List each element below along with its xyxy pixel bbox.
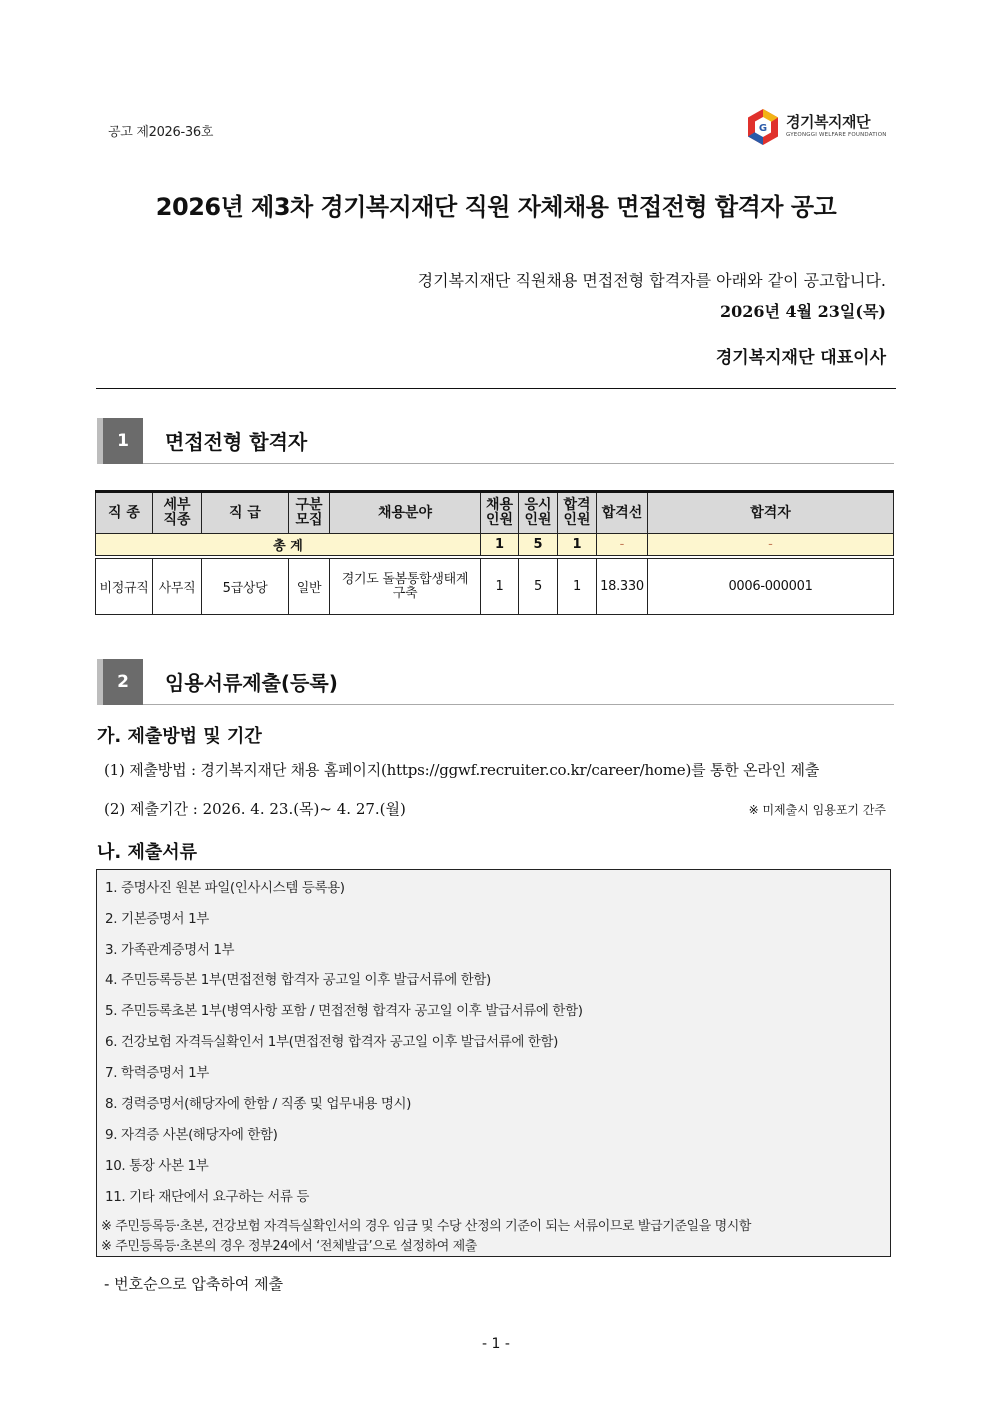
col-header: 합격 인원 (558, 492, 597, 534)
svg-text:G: G (758, 123, 768, 134)
total-label: 총 계 (96, 534, 481, 556)
section-title: 임용서류제출(등록) (165, 671, 338, 695)
col-header: 합격자 (648, 492, 894, 534)
total-hire: 1 (481, 534, 519, 556)
list-item: 2. 기본증명서 1부 (105, 911, 209, 927)
cell-applicants: 5 (519, 559, 558, 615)
foundation-logo-icon (746, 108, 780, 146)
document-note: ※ 주민등록등·초본, 건강보험 자격득실확인서의 경우 임금 및 수당 산정의 기준이 되는 서류이므로 발급기준일을 명시함 (101, 1219, 752, 1234)
total-cutoff: - (597, 534, 648, 556)
logo-name: 경기복지재단 (786, 113, 870, 132)
list-item: 5. 주민등록초본 1부(병역사항 포함 / 면접전형 합격자 공고일 이후 발급서류에 한함) (105, 1003, 583, 1019)
cell-hire: 1 (481, 559, 519, 615)
list-item: 1. 증명사진 원본 파일(인사시스템 등록용) (105, 880, 345, 896)
list-item: 11. 기타 재단에서 요구하는 서류 등 (105, 1189, 310, 1205)
notice-number: 공고 제2026-36호 (108, 125, 214, 140)
section-number: 2 (97, 659, 143, 705)
total-row (96, 534, 894, 556)
forfeit-note: ※ 미제출시 임용포기 간주 (748, 803, 886, 817)
list-item: 4. 주민등록등본 1부(면접전형 합격자 공고일 이후 발급서류에 한함) (105, 972, 491, 988)
cell-grade: 5급상당 (202, 559, 289, 615)
list-item: 8. 경력증명서(해당자에 한함 / 직종 및 업무내용 명시) (105, 1096, 412, 1112)
list-item: 6. 건강보험 자격득실확인서 1부(면접전형 합격자 공고일 이후 발급서류에 한함) (105, 1034, 559, 1050)
submission-method-text: (1) 제출방법 : 경기복지재단 채용 홈페이지(https://ggwf.recruiter.co.kr/career/home)를 통한 온라인 제출 (104, 761, 820, 779)
total-applicants: 5 (519, 534, 558, 556)
document-note: ※ 주민등록등·초본의 경우 정부24에서 ‘전체발급’으로 설정하여 제출 (101, 1239, 477, 1254)
col-header: 채용분야 (330, 492, 481, 534)
list-item: 9. 자격증 사본(해당자에 한함) (105, 1127, 278, 1143)
total-passed: 1 (558, 534, 597, 556)
cell-recruit: 일반 (289, 559, 330, 615)
cell-field: 경기도 돌봄통합생태계 구축 (330, 559, 481, 615)
page-number: - 1 - (482, 1336, 510, 1352)
cell-passed: 1 (558, 559, 597, 615)
col-header: 합격선 (597, 492, 648, 534)
intro-text: 경기복지재단 직원채용 면접전형 합격자를 아래와 같이 공고합니다. (417, 271, 886, 290)
subheading-documents: 나. 제출서류 (97, 842, 198, 863)
list-item: 7. 학력증명서 1부 (105, 1065, 209, 1081)
section-header-2 (97, 659, 894, 705)
col-header: 채용 인원 (481, 492, 519, 534)
section-number: 1 (97, 418, 143, 464)
section-underline (143, 463, 894, 464)
col-header: 직 급 (202, 492, 289, 534)
table-header-row (96, 492, 894, 534)
cell-passer: 0006-000001 (648, 559, 894, 615)
section-underline (143, 704, 894, 705)
col-header: 응시 인원 (519, 492, 558, 534)
documents-box (96, 869, 891, 1257)
col-header: 구분 모집 (289, 492, 330, 534)
results-table (95, 490, 894, 615)
notice-date: 2026년 4월 23일(목) (719, 302, 886, 321)
list-item: 3. 가족관계증명서 1부 (105, 942, 235, 958)
foundation-logo (746, 108, 887, 146)
col-header: 세부 직종 (153, 492, 202, 534)
cell-cutoff: 18.330 (597, 559, 648, 615)
cell-job-type: 비정규직 (96, 559, 153, 615)
table-row (96, 559, 894, 615)
logo-english-name: GYEONGGI WELFARE FOUNDATION (786, 132, 887, 139)
divider (96, 388, 896, 389)
subheading-submission-method: 가. 제출방법 및 기간 (97, 726, 262, 747)
cell-sub-type: 사무직 (153, 559, 202, 615)
signer: 경기복지재단 대표이사 (715, 348, 886, 368)
section-title: 면접전형 합격자 (165, 430, 308, 454)
col-header: 직 종 (96, 492, 153, 534)
page-title: 2026년 제3차 경기복지재단 직원 자체채용 면접전형 합격자 공고 (155, 193, 837, 221)
compress-note: - 번호순으로 압축하여 제출 (104, 1275, 284, 1293)
list-item: 10. 통장 사본 1부 (105, 1158, 209, 1174)
section-header-1 (97, 418, 894, 464)
submission-period-text: (2) 제출기간 : 2026. 4. 23.(목)~ 4. 27.(월) (104, 800, 406, 818)
total-passer: - (648, 534, 894, 556)
